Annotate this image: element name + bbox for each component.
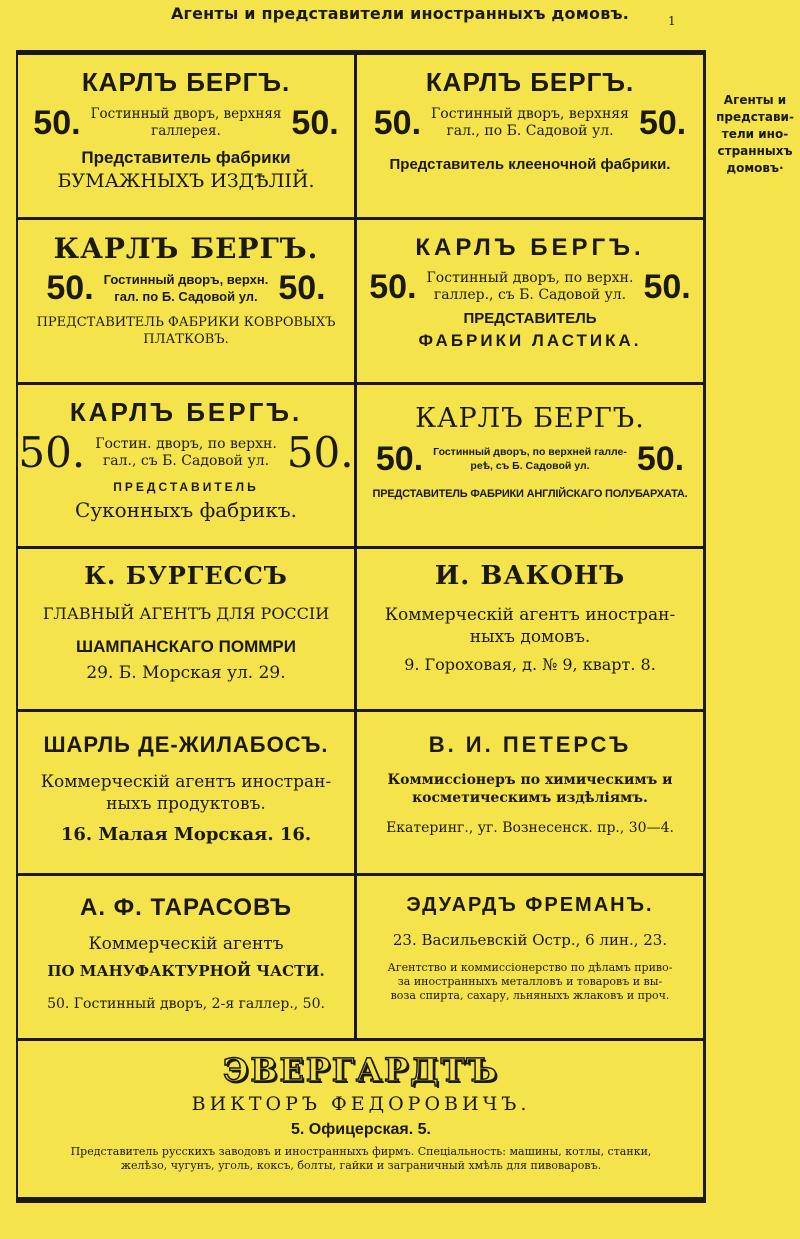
ad-line: Суконныхъ фабрикъ.	[75, 498, 297, 522]
address-line: гал. по Б. Садовой ул.	[114, 289, 258, 304]
ad-evergardt	[18, 1041, 704, 1196]
page-header	[0, 0, 800, 40]
ad-line: 23. Васильевскій Остр., 6 лин., 23.	[392, 931, 668, 949]
ad-description-line: воза спирта, сахару, льняныхъ жлаковъ и проч.	[390, 989, 670, 1002]
address-number: 50.	[636, 440, 685, 478]
ad-title: КАРЛЪ БЕРГЪ.	[415, 403, 645, 434]
ad-line: Представитель фабрики	[81, 148, 291, 167]
address-number: 50.	[291, 104, 339, 142]
ad-line: Коммерческій агентъ иностран-	[40, 772, 332, 792]
ad-line: ПО МАНУФАКТУРНОЙ ЧАСТИ.	[47, 962, 325, 980]
ad-title: К. БУРГЕССЪ	[84, 561, 288, 590]
address-number: 50.	[46, 269, 94, 307]
ad-line: ПРЕДСТАВИТЕЛЬ ФАБРИКИ КОВРОВЫХЪ	[36, 315, 336, 330]
side-note-line: тели ино-	[721, 127, 789, 141]
ad-line: 29. Б. Морская ул. 29.	[86, 663, 286, 683]
address-number: 50.	[286, 428, 354, 477]
ad-description-line: за иностранныхъ металловъ и товаровъ и вы-	[397, 975, 663, 988]
address-line: Гостинный дворъ, верхн.	[103, 272, 269, 287]
address-line: галлер., съ Б. Садовой ул.	[433, 287, 627, 303]
ad-karl-berg-paper	[18, 55, 354, 217]
address-line: реѣ, съ Б. Садовой ул.	[470, 460, 590, 472]
ad-title: КАРЛЪ БЕРГЪ.	[81, 67, 291, 97]
ad-title: КАРЛЪ БЕРГЪ.	[425, 67, 635, 97]
ad-line: ШАМПАНСКАГО ПОММРИ	[76, 637, 296, 656]
ad-line: ныхъ продуктовъ.	[106, 794, 266, 814]
address-line: гал., по Б. Садовой ул.	[446, 123, 614, 139]
ad-line: 9. Гороховая, д. № 9, кварт. 8.	[404, 655, 656, 674]
ad-description-line: желѣзо, чугунъ, уголь, коксъ, болты, гайки и заграничный хмѣль для пивоваровъ.	[120, 1159, 602, 1172]
ad-karl-berg-oilcloth	[357, 55, 703, 217]
address-line: гал., съ Б. Садовой ул.	[102, 453, 270, 469]
address-number: 50.	[33, 104, 81, 142]
side-note-line: домовъ·	[726, 161, 784, 175]
ad-title: КАРЛЪ БЕРГЪ.	[415, 234, 645, 261]
page-number: 1	[668, 14, 676, 28]
address-number: 50.	[278, 269, 326, 307]
ad-karl-berg-elastic	[357, 220, 703, 382]
address-line: Гостинный дворъ, по верхней галле-	[433, 446, 627, 458]
ad-karl-berg-velvet	[357, 385, 703, 546]
ad-line: ПРЕДСТАВИТЕЛЬ ФАБРИКИ АНГЛІЙСКАГО ПОЛУБАРХАТА.	[372, 488, 688, 500]
ad-freman	[357, 876, 703, 1038]
ad-title: ШАРЛЬ ДЕ-ЖИЛАБОСЪ.	[43, 732, 329, 757]
ad-line: ПЛАТКОВЪ.	[143, 332, 229, 347]
ad-line: косметическимъ издѣліямъ.	[412, 790, 648, 806]
ad-description-line: Агентство и коммиссіонерство по дѣламъ приво-	[387, 961, 673, 974]
ad-tarasov	[18, 876, 354, 1038]
ad-burgess	[18, 549, 354, 709]
ad-description-line: Представитель русскихъ заводовъ и иностранныхъ фирмъ. Спеціальность: машины, котлы, станки,	[70, 1145, 652, 1158]
address-number: 50.	[369, 268, 417, 306]
ad-de-zhilabos	[18, 712, 354, 873]
address-line: Гостинный дворъ, верхняя	[431, 106, 629, 122]
ad-line: ПРЕДСТАВИТЕЛЬ	[113, 480, 259, 494]
ad-title: В. И. ПЕТЕРСЪ	[428, 732, 632, 757]
ad-line: ныхъ домовъ.	[469, 627, 591, 647]
page-title: Агенты и представители иностранныхъ домовъ.	[170, 4, 630, 23]
ad-line: ФАБРИКИ ЛАСТИКА.	[418, 331, 642, 350]
ad-line: ПРЕДСТАВИТЕЛЬ	[463, 310, 597, 327]
ad-line: Представитель клеенoчной фабрики.	[389, 156, 671, 173]
address-line: Гостинный дворъ, верхняя	[90, 106, 282, 122]
ad-line: ВИКТОРЪ ФЕДОРОВИЧЪ.	[191, 1093, 531, 1115]
address-line: Гостинный дворъ, по верхн.	[426, 270, 634, 286]
ad-line: Коммерческій агентъ	[88, 934, 284, 954]
ad-peters	[357, 712, 703, 873]
address-number: 50.	[643, 268, 691, 306]
ad-title: И. ВАКОНЪ	[434, 561, 626, 591]
address-number: 50.	[375, 440, 424, 478]
address-line: Гостин. дворъ, по верхн.	[95, 436, 277, 452]
address-number: 50.	[373, 104, 422, 142]
side-note	[712, 92, 798, 177]
address-number: 50.	[638, 104, 687, 142]
side-note-line: Агенты и	[723, 93, 787, 107]
ad-karl-berg-carpet	[18, 220, 354, 382]
ad-title: ЭДУАРДЪ ФРЕМАНЪ.	[406, 894, 654, 916]
side-note-line: странныхъ	[717, 144, 793, 158]
ad-line: БУМАЖНЫХЪ ИЗДѢЛІЙ.	[57, 170, 315, 192]
ad-line: Коммерческій агентъ иностран-	[384, 605, 676, 625]
ad-line: ГЛАВНЫЙ АГЕНТЪ ДЛЯ РОССІИ	[42, 604, 330, 623]
side-note-line: представи-	[716, 110, 794, 124]
ad-line: 50. Гостинный дворъ, 2-я галлер., 50.	[47, 996, 325, 1012]
ad-karl-berg-cloth	[18, 385, 354, 546]
address-number: 50.	[18, 428, 86, 477]
ad-title: КАРЛЪ БЕРГЪ.	[53, 232, 319, 265]
ad-title: КАРЛЪ БЕРГЪ.	[69, 397, 303, 427]
ad-line: 5. Офицерская. 5.	[291, 1121, 431, 1138]
ad-title: ЭВЕРГАРДТЪ	[222, 1051, 500, 1089]
ad-line: 16. Малая Морская. 16.	[60, 824, 312, 845]
ad-vakon	[357, 549, 703, 709]
address-line: галлерея.	[151, 123, 221, 139]
ad-title: А. Ф. ТАРАСОВЪ	[79, 894, 292, 921]
ad-line: Коммиссіонеръ по химическимъ и	[387, 772, 673, 788]
ad-line: Екатеринг., уг. Вознесенск. пр., 30—4.	[386, 820, 674, 836]
